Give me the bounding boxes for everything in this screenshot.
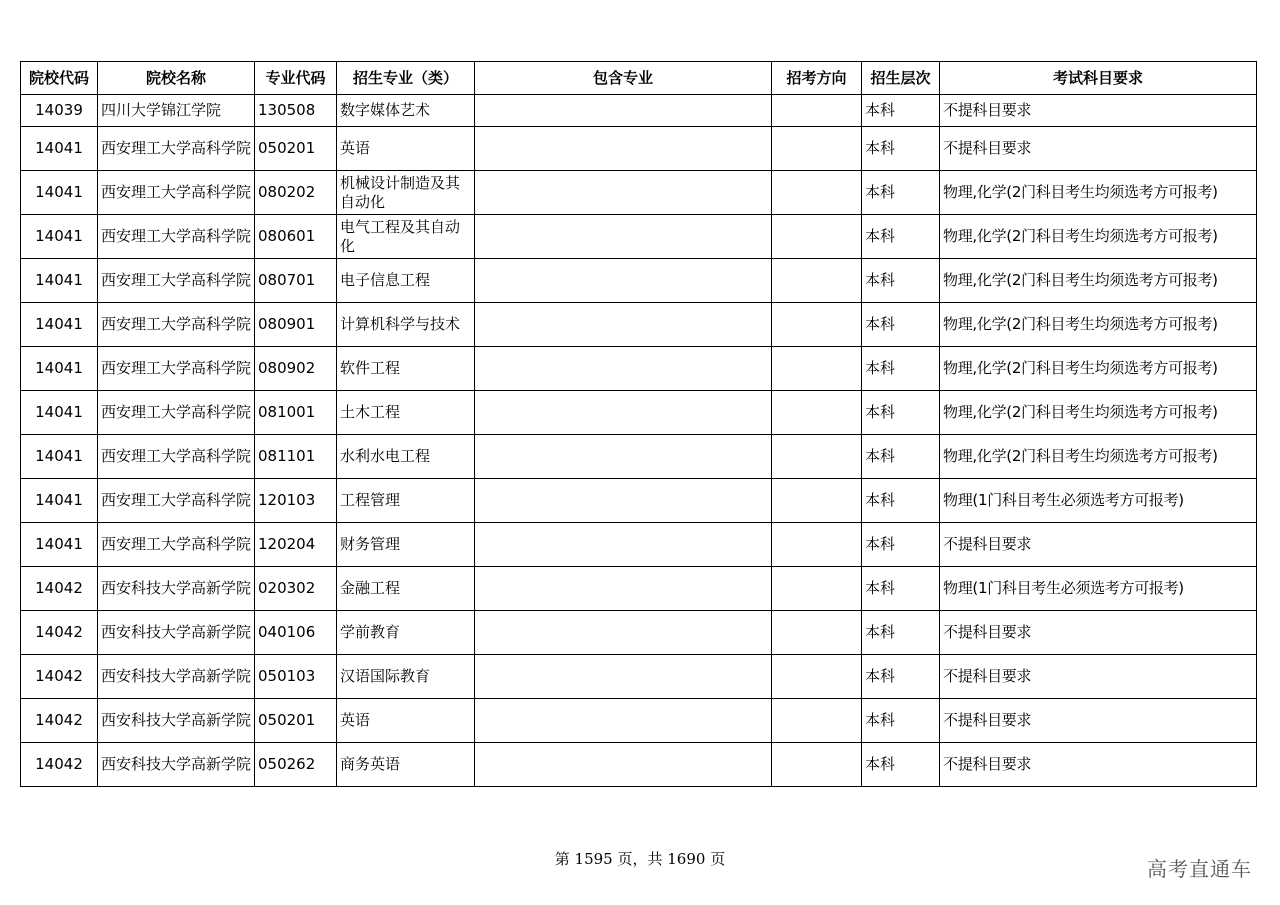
table-row [21,479,1257,523]
cell-level: 本科 [862,743,940,787]
cell-school-name: 四川大学锦江学院 [98,95,255,127]
cell-school-code: 14041 [21,171,98,215]
cell-level: 本科 [862,655,940,699]
cell-school-code: 14042 [21,567,98,611]
header-school-code: 院校代码 [21,62,98,95]
table-row [21,303,1257,347]
header-major-code: 专业代码 [255,62,337,95]
cell-major-code: 050201 [255,699,337,743]
cell-school-name: 西安科技大学高新学院 [98,611,255,655]
cell-level: 本科 [862,435,940,479]
cell-school-code: 14041 [21,347,98,391]
cell-includes [475,435,772,479]
cell-level: 本科 [862,611,940,655]
cell-school-name: 西安理工大学高科学院 [98,215,255,259]
cell-major: 计算机科学与技术 [337,303,475,347]
cell-school-code: 14042 [21,743,98,787]
cell-major-code: 050103 [255,655,337,699]
cell-direction [772,699,862,743]
cell-includes [475,611,772,655]
cell-major: 数字媒体艺术 [337,95,475,127]
cell-school-name: 西安理工大学高科学院 [98,479,255,523]
cell-direction [772,435,862,479]
table-row [21,391,1257,435]
cell-major-code: 020302 [255,567,337,611]
cell-level: 本科 [862,259,940,303]
cell-requirement: 不提科目要求 [940,523,1257,567]
cell-school-name: 西安理工大学高科学院 [98,523,255,567]
cell-requirement: 物理,化学(2门科目考生均须选考方可报考) [940,347,1257,391]
cell-level: 本科 [862,347,940,391]
cell-major-code: 080902 [255,347,337,391]
cell-level: 本科 [862,523,940,567]
cell-school-code: 14042 [21,699,98,743]
cell-school-name: 西安科技大学高新学院 [98,743,255,787]
table-row [21,655,1257,699]
cell-major-code: 080601 [255,215,337,259]
table-row [21,171,1257,215]
cell-major: 电子信息工程 [337,259,475,303]
cell-school-name: 西安理工大学高科学院 [98,391,255,435]
cell-direction [772,391,862,435]
cell-major: 工程管理 [337,479,475,523]
cell-level: 本科 [862,95,940,127]
cell-school-code: 14041 [21,479,98,523]
header-includes: 包含专业 [475,62,772,95]
header-direction: 招考方向 [772,62,862,95]
table-header-row [21,62,1257,95]
cell-major: 商务英语 [337,743,475,787]
cell-level: 本科 [862,567,940,611]
cell-level: 本科 [862,391,940,435]
table-row [21,127,1257,171]
cell-school-name: 西安理工大学高科学院 [98,127,255,171]
cell-includes [475,567,772,611]
cell-major: 财务管理 [337,523,475,567]
table-row [21,611,1257,655]
admissions-table [20,61,1257,787]
cell-school-code: 14041 [21,215,98,259]
cell-requirement: 不提科目要求 [940,655,1257,699]
cell-requirement: 物理(1门科目考生必须选考方可报考) [940,479,1257,523]
table-row [21,567,1257,611]
cell-direction [772,655,862,699]
cell-requirement: 物理,化学(2门科目考生均须选考方可报考) [940,391,1257,435]
cell-major-code: 130508 [255,95,337,127]
cell-major: 水利水电工程 [337,435,475,479]
cell-school-code: 14042 [21,611,98,655]
cell-requirement: 物理,化学(2门科目考生均须选考方可报考) [940,171,1257,215]
page-number: 第 1595 页，共 1690 页 [554,850,726,868]
cell-major: 学前教育 [337,611,475,655]
cell-includes [475,303,772,347]
table-row [21,95,1257,127]
cell-major: 金融工程 [337,567,475,611]
cell-direction [772,523,862,567]
cell-school-code: 14039 [21,95,98,127]
cell-direction [772,567,862,611]
cell-requirement: 不提科目要求 [940,699,1257,743]
cell-requirement: 物理,化学(2门科目考生均须选考方可报考) [940,303,1257,347]
cell-school-code: 14041 [21,303,98,347]
cell-includes [475,215,772,259]
header-school-name: 院校名称 [98,62,255,95]
cell-major: 英语 [337,127,475,171]
cell-major-code: 080901 [255,303,337,347]
cell-includes [475,171,772,215]
watermark-text: 高考直通车 [1147,857,1252,881]
cell-major: 机械设计制造及其自动化 [337,171,475,215]
cell-direction [772,259,862,303]
cell-requirement: 物理(1门科目考生必须选考方可报考) [940,567,1257,611]
cell-school-code: 14041 [21,391,98,435]
cell-includes [475,127,772,171]
cell-school-name: 西安理工大学高科学院 [98,171,255,215]
header-level: 招生层次 [862,62,940,95]
cell-major: 土木工程 [337,391,475,435]
cell-major: 英语 [337,699,475,743]
cell-requirement: 物理,化学(2门科目考生均须选考方可报考) [940,259,1257,303]
cell-level: 本科 [862,699,940,743]
cell-includes [475,743,772,787]
cell-school-code: 14041 [21,127,98,171]
cell-major-code: 050262 [255,743,337,787]
cell-school-name: 西安科技大学高新学院 [98,567,255,611]
cell-includes [475,699,772,743]
cell-school-name: 西安理工大学高科学院 [98,435,255,479]
cell-major: 软件工程 [337,347,475,391]
cell-school-name: 西安科技大学高新学院 [98,655,255,699]
cell-major: 电气工程及其自动化 [337,215,475,259]
cell-includes [475,95,772,127]
cell-school-code: 14041 [21,523,98,567]
cell-requirement: 不提科目要求 [940,127,1257,171]
cell-requirement: 不提科目要求 [940,95,1257,127]
cell-level: 本科 [862,171,940,215]
table-row [21,523,1257,567]
cell-level: 本科 [862,303,940,347]
cell-direction [772,95,862,127]
cell-direction [772,215,862,259]
cell-major: 汉语国际教育 [337,655,475,699]
table-row [21,215,1257,259]
table-row [21,347,1257,391]
cell-includes [475,655,772,699]
cell-school-code: 14042 [21,655,98,699]
cell-requirement: 物理,化学(2门科目考生均须选考方可报考) [940,215,1257,259]
cell-includes [475,391,772,435]
cell-includes [475,523,772,567]
cell-major-code: 080701 [255,259,337,303]
cell-school-name: 西安理工大学高科学院 [98,303,255,347]
cell-includes [475,347,772,391]
cell-level: 本科 [862,479,940,523]
cell-direction [772,479,862,523]
table-row [21,743,1257,787]
cell-direction [772,171,862,215]
cell-direction [772,611,862,655]
cell-major-code: 081001 [255,391,337,435]
cell-school-name: 西安理工大学高科学院 [98,259,255,303]
cell-includes [475,479,772,523]
cell-major-code: 040106 [255,611,337,655]
cell-direction [772,127,862,171]
cell-major-code: 081101 [255,435,337,479]
cell-includes [475,259,772,303]
cell-major-code: 050201 [255,127,337,171]
cell-school-name: 西安理工大学高科学院 [98,347,255,391]
cell-level: 本科 [862,215,940,259]
cell-requirement: 物理,化学(2门科目考生均须选考方可报考) [940,435,1257,479]
cell-direction [772,347,862,391]
cell-major-code: 080202 [255,171,337,215]
cell-major-code: 120103 [255,479,337,523]
cell-requirement: 不提科目要求 [940,743,1257,787]
header-major: 招生专业（类） [337,62,475,95]
cell-school-code: 14041 [21,259,98,303]
cell-direction [772,303,862,347]
cell-level: 本科 [862,127,940,171]
table-row [21,259,1257,303]
cell-school-name: 西安科技大学高新学院 [98,699,255,743]
cell-school-code: 14041 [21,435,98,479]
cell-requirement: 不提科目要求 [940,611,1257,655]
table-row [21,435,1257,479]
header-requirement: 考试科目要求 [940,62,1257,95]
cell-direction [772,743,862,787]
cell-major-code: 120204 [255,523,337,567]
table-row [21,699,1257,743]
